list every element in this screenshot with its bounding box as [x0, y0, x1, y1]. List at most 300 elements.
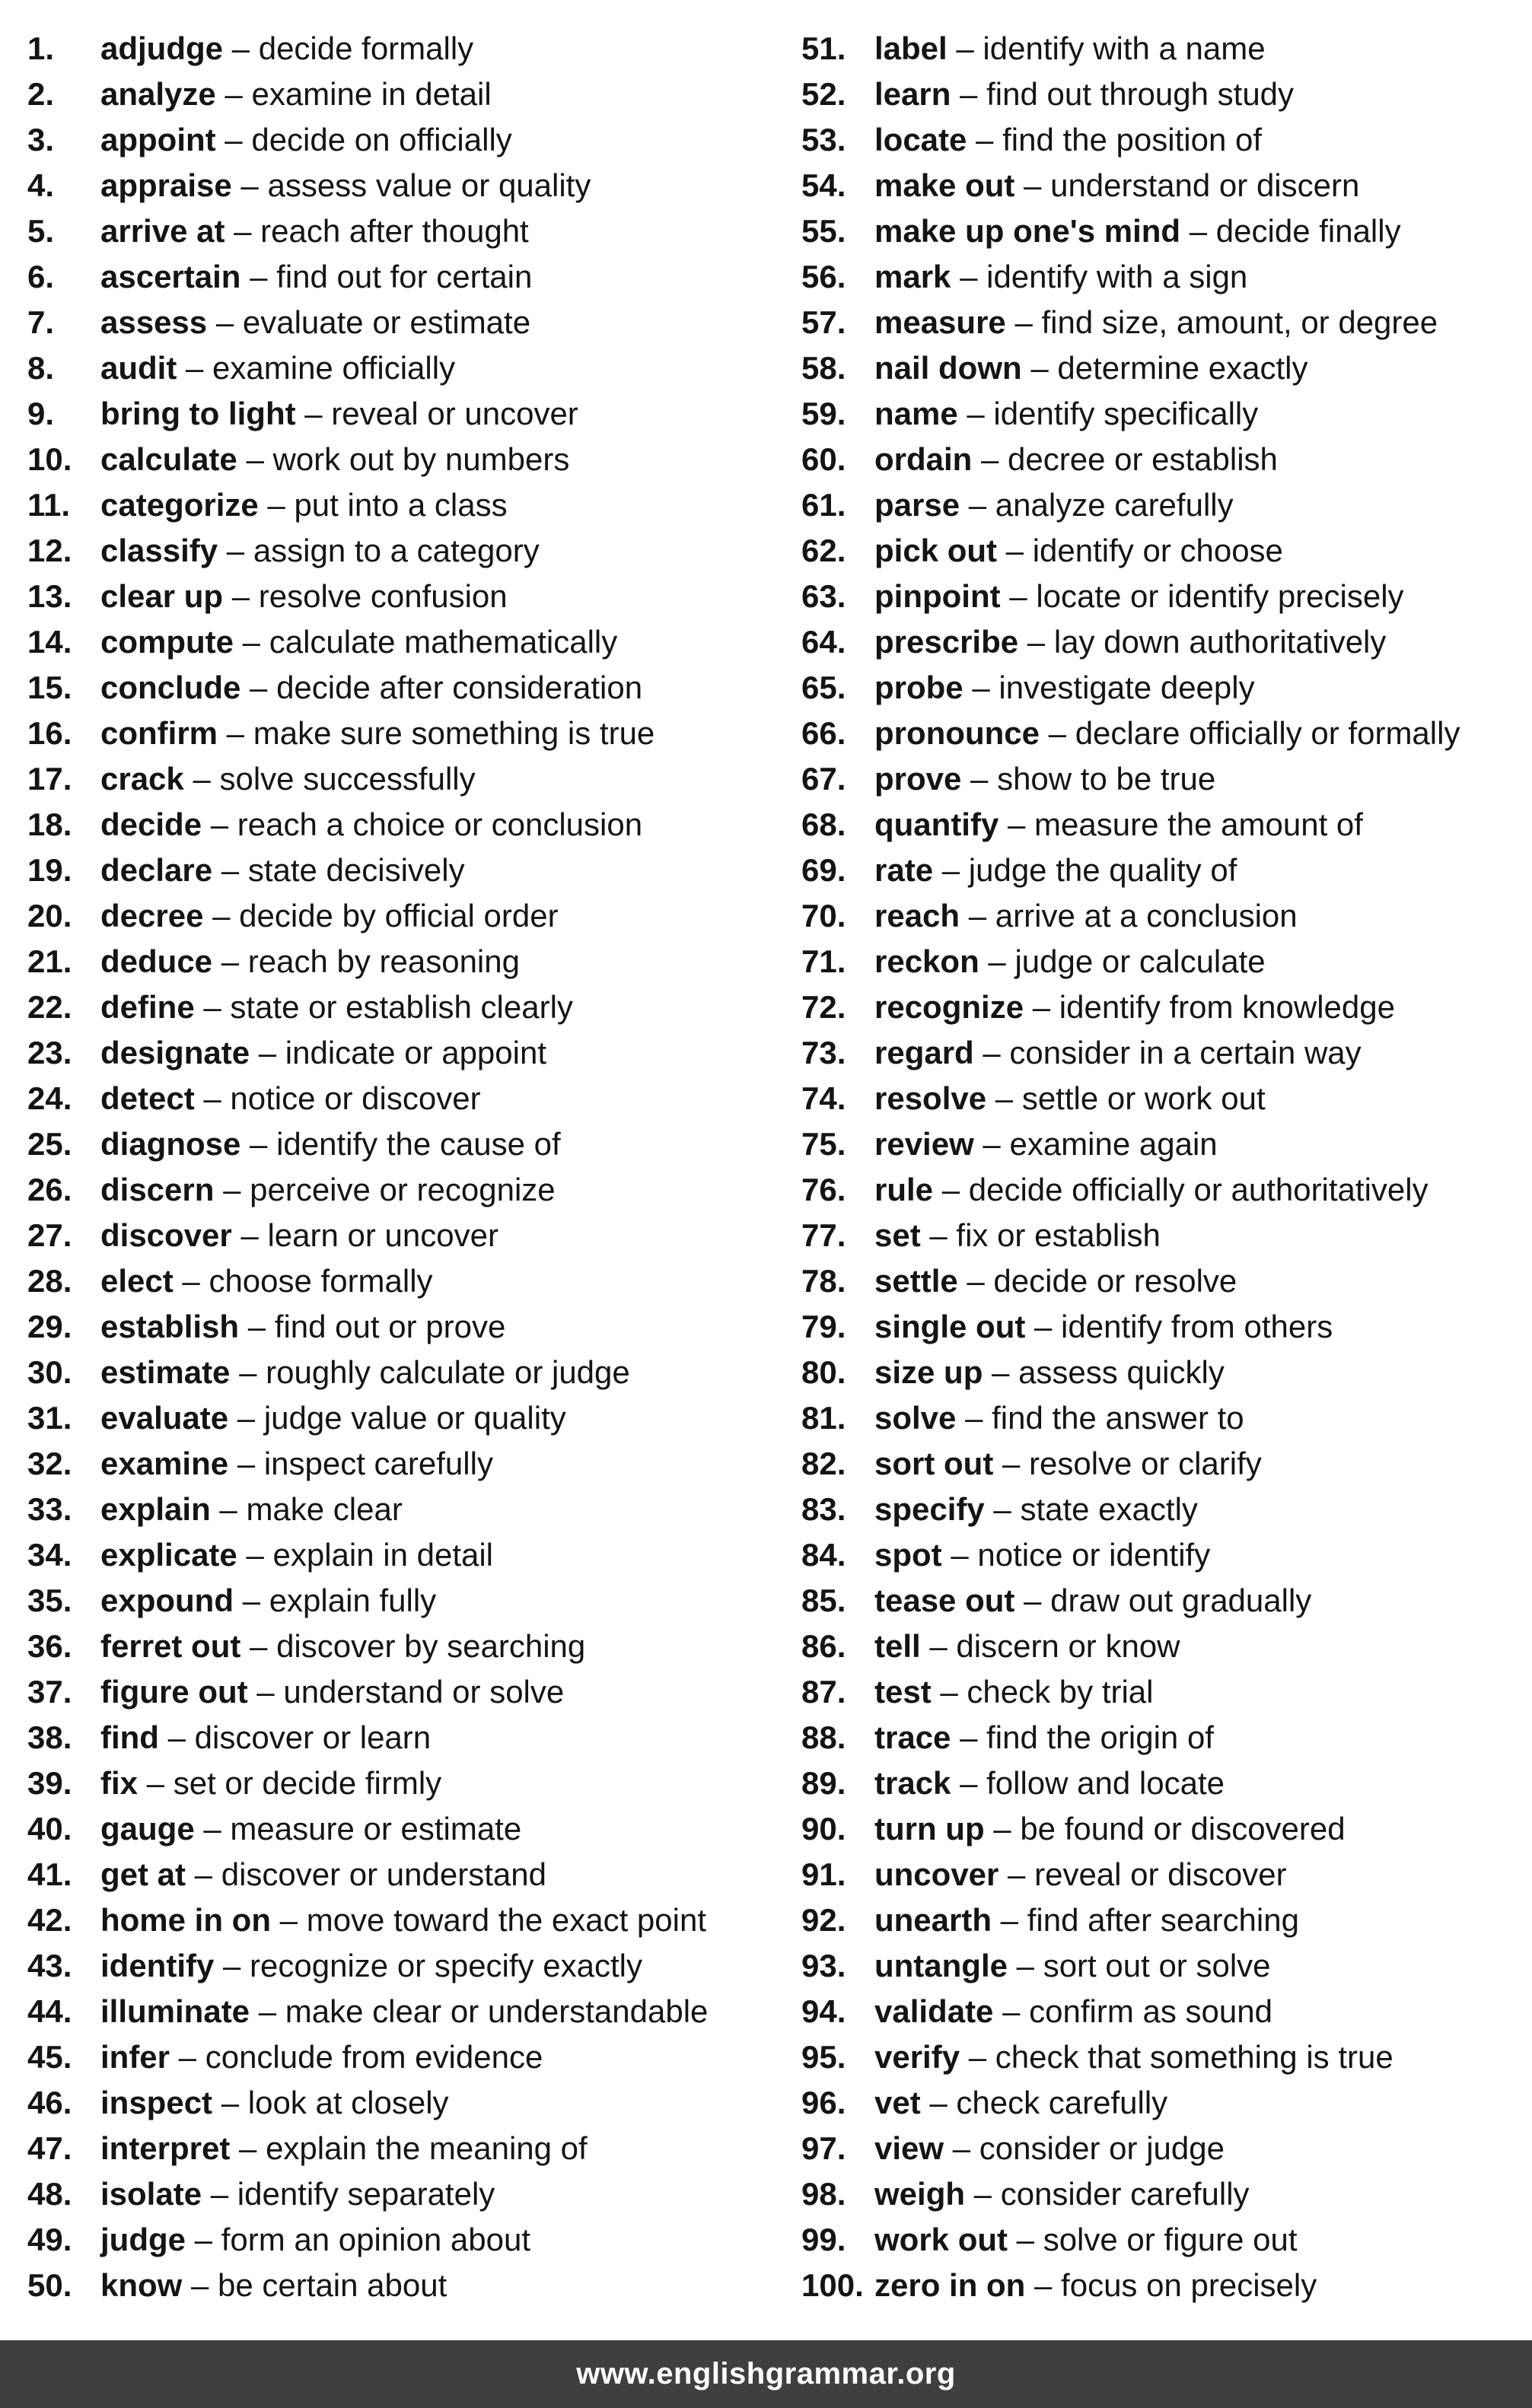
item-term: make up one's mind: [874, 213, 1181, 249]
item-text: [874, 1258, 1237, 1304]
item-definition: understand or solve: [283, 1674, 565, 1710]
item-number: 48.: [27, 2176, 72, 2212]
list-item: [27, 893, 758, 939]
item-text: [874, 1761, 1225, 1806]
item-definition: make clear: [246, 1491, 403, 1527]
item-separator: –: [203, 898, 240, 934]
item-text: [874, 1487, 1198, 1532]
item-term: specify: [874, 1491, 985, 1527]
list-item: [27, 1897, 758, 1943]
item-definition: explain fully: [269, 1583, 437, 1618]
item-term: inspect: [100, 2085, 213, 2120]
item-text: [874, 1715, 1214, 1761]
item-term: estimate: [100, 1354, 231, 1390]
item-text: [100, 574, 508, 619]
item-term: validate: [874, 1993, 994, 2029]
item-term: size up: [874, 1354, 983, 1390]
list-item: [27, 437, 758, 482]
item-separator: –: [177, 350, 213, 386]
item-separator: –: [234, 1583, 269, 1618]
item-number: 78.: [801, 1263, 846, 1299]
item-number: 61.: [801, 487, 846, 523]
item-text: [874, 117, 1262, 163]
item-separator: –: [214, 1948, 250, 1983]
item-text: [874, 1121, 1218, 1167]
item-term: prescribe: [874, 624, 1019, 660]
item-definition: understand or discern: [1050, 167, 1360, 203]
list-item: [801, 1441, 1524, 1487]
item-term: verify: [874, 2039, 960, 2075]
list-item: [801, 528, 1524, 574]
item-number: 49.: [27, 2222, 72, 2257]
item-text: [100, 1989, 708, 2034]
item-separator: –: [212, 2085, 248, 2120]
item-definition: notice or identify: [977, 1537, 1211, 1573]
item-definition: follow and locate: [986, 1765, 1225, 1801]
item-text: [874, 1897, 1299, 1943]
item-definition: reach by reasoning: [247, 943, 520, 979]
item-definition: resolve or clarify: [1029, 1446, 1262, 1481]
list-item: [27, 1852, 758, 1897]
item-text: [874, 208, 1401, 254]
item-definition: decree or establish: [1008, 441, 1278, 477]
item-number: 88.: [801, 1719, 846, 1755]
item-number: 67.: [801, 761, 846, 797]
item-number: 92.: [801, 1902, 846, 1938]
item-separator: –: [947, 30, 983, 66]
item-definition: indicate or appoint: [285, 1035, 547, 1070]
item-text: [100, 1030, 546, 1076]
item-separator: –: [1021, 350, 1058, 386]
item-text: [100, 1121, 561, 1167]
item-term: unearth: [874, 1902, 992, 1938]
item-number: 95.: [801, 2039, 846, 2075]
item-term: detect: [100, 1080, 195, 1116]
item-text: [100, 163, 591, 208]
item-definition: reach a choice or conclusion: [237, 806, 643, 842]
item-text: [100, 2126, 588, 2171]
item-number: 2.: [27, 76, 55, 112]
item-separator: –: [212, 943, 248, 979]
item-separator: –: [986, 1080, 1022, 1116]
item-definition: judge value or quality: [263, 1400, 566, 1436]
item-number: 20.: [27, 898, 72, 934]
item-term: single out: [874, 1309, 1026, 1344]
item-term: recognize: [874, 989, 1024, 1025]
item-number: 74.: [801, 1080, 846, 1116]
item-definition: find the origin of: [986, 1719, 1214, 1755]
item-separator: –: [183, 761, 220, 797]
item-separator: –: [194, 989, 231, 1025]
item-term: prove: [874, 761, 962, 797]
item-definition: assign to a category: [253, 533, 540, 568]
item-number: 65.: [801, 670, 846, 705]
item-text: [874, 26, 1266, 72]
item-definition: determine exactly: [1057, 350, 1308, 386]
item-definition: form an opinion about: [221, 2222, 530, 2257]
list-item: [27, 1258, 758, 1304]
item-term: tell: [874, 1628, 921, 1664]
item-number: 15.: [27, 670, 72, 705]
item-text: [100, 345, 455, 391]
item-text: [874, 848, 1237, 893]
item-number: 82.: [801, 1446, 846, 1481]
item-text: [874, 1806, 1346, 1852]
item-definition: check by trial: [967, 1674, 1154, 1710]
item-text: [874, 528, 1283, 574]
item-text: [874, 711, 1460, 756]
list-item: [27, 1213, 758, 1258]
item-definition: show to be true: [997, 761, 1216, 797]
item-separator: –: [240, 670, 277, 705]
item-separator: –: [1040, 715, 1075, 751]
item-term: untangle: [874, 1948, 1008, 1983]
item-number: 45.: [27, 2039, 72, 2075]
item-separator: –: [182, 2267, 218, 2303]
item-term: adjudge: [100, 30, 224, 66]
item-term: view: [874, 2130, 944, 2166]
list-item: [27, 802, 758, 848]
item-separator: –: [231, 1217, 268, 1253]
item-number: 7.: [27, 304, 55, 340]
list-item: [801, 893, 1524, 939]
list-item: [27, 985, 758, 1030]
item-text: [874, 802, 1363, 848]
item-definition: state or establish clearly: [230, 989, 573, 1025]
list-item: [27, 26, 758, 72]
list-item: [801, 2080, 1524, 2126]
item-text: [100, 665, 642, 711]
item-separator: –: [230, 1354, 266, 1390]
item-separator: –: [973, 1126, 1010, 1162]
list-item: [27, 2080, 758, 2126]
item-term: appraise: [100, 167, 232, 203]
item-text: [874, 1989, 1272, 2034]
item-term: examine: [100, 1446, 229, 1481]
item-separator: –: [202, 806, 237, 842]
item-separator: –: [247, 1674, 284, 1710]
item-number: 64.: [801, 624, 846, 660]
item-separator: –: [957, 1263, 994, 1299]
item-definition: decide formally: [258, 30, 474, 66]
item-definition: reach after thought: [260, 213, 529, 249]
item-text: [100, 1258, 433, 1304]
list-item: [801, 1715, 1524, 1761]
item-term: tease out: [874, 1583, 1015, 1618]
list-item: [27, 1076, 758, 1121]
item-term: make out: [874, 167, 1015, 203]
item-number: 9.: [27, 396, 55, 431]
list-item: [801, 985, 1524, 1030]
item-number: 32.: [27, 1446, 72, 1481]
list-item: [27, 1669, 758, 1715]
list-item: [27, 711, 758, 756]
word-list-column-left: [27, 26, 758, 2308]
item-separator: –: [941, 1537, 978, 1573]
item-separator: –: [999, 1856, 1035, 1892]
item-number: 77.: [801, 1217, 846, 1253]
item-separator: –: [170, 2039, 205, 2075]
item-separator: –: [230, 2130, 266, 2166]
item-separator: –: [933, 852, 969, 888]
item-separator: –: [240, 1628, 277, 1664]
item-text: [874, 300, 1438, 345]
item-separator: –: [1014, 167, 1051, 203]
list-item: [801, 1167, 1524, 1213]
item-term: work out: [874, 2222, 1008, 2257]
item-definition: conclude from evidence: [205, 2039, 543, 2075]
list-item: [27, 1578, 758, 1624]
item-number: 100.: [801, 2267, 864, 2303]
item-term: rate: [874, 852, 934, 888]
item-definition: reveal or uncover: [331, 396, 578, 431]
item-term: reckon: [874, 943, 979, 979]
item-number: 5.: [27, 213, 55, 249]
list-item: [801, 1806, 1524, 1852]
item-number: 59.: [801, 396, 846, 431]
list-item: [801, 72, 1524, 117]
item-definition: calculate mathematically: [269, 624, 618, 660]
list-item: [27, 1989, 758, 2034]
item-number: 58.: [801, 350, 846, 386]
item-text: [874, 1624, 1180, 1669]
item-text: [100, 939, 520, 985]
list-item: [27, 1532, 758, 1578]
item-separator: –: [972, 441, 1008, 477]
item-term: spot: [874, 1537, 942, 1573]
item-text: [100, 1167, 556, 1213]
list-item: [27, 1441, 758, 1487]
list-item: [27, 208, 758, 254]
item-number: 24.: [27, 1080, 72, 1116]
item-text: [874, 893, 1298, 939]
item-number: 16.: [27, 715, 72, 751]
item-term: home in on: [100, 1902, 271, 1938]
item-number: 27.: [27, 1217, 72, 1253]
item-number: 87.: [801, 1674, 846, 1710]
list-item: [27, 2126, 758, 2171]
item-definition: identify with a sign: [986, 259, 1248, 294]
item-term: infer: [100, 2039, 170, 2075]
item-definition: perceive or recognize: [250, 1172, 556, 1207]
list-item: [801, 437, 1524, 482]
item-separator: –: [223, 30, 259, 66]
list-item: [801, 2217, 1524, 2263]
item-text: [100, 1624, 585, 1669]
list-item: [801, 802, 1524, 848]
item-text: [100, 437, 569, 482]
item-number: 52.: [801, 76, 846, 112]
item-separator: –: [1018, 624, 1054, 660]
item-term: weigh: [874, 2176, 966, 2212]
item-number: 18.: [27, 806, 72, 842]
item-separator: –: [1008, 2222, 1043, 2257]
item-definition: notice or discover: [230, 1080, 481, 1116]
item-text: [874, 1030, 1362, 1076]
item-definition: identify or choose: [1032, 533, 1283, 568]
list-item: [801, 1121, 1524, 1167]
item-definition: solve successfully: [219, 761, 476, 797]
item-text: [874, 1213, 1161, 1258]
item-text: [100, 1532, 493, 1578]
item-text: [100, 117, 512, 163]
list-item: [27, 1395, 758, 1441]
item-definition: arrive at a conclusion: [995, 898, 1298, 934]
item-number: 35.: [27, 1583, 72, 1618]
list-item: [27, 1167, 758, 1213]
item-definition: identify from others: [1061, 1309, 1333, 1344]
item-text: [874, 1076, 1266, 1121]
item-text: [100, 893, 559, 939]
list-item: [27, 1350, 758, 1395]
item-text: [100, 208, 529, 254]
item-text: [100, 2080, 449, 2126]
list-item: [27, 1304, 758, 1350]
item-number: 68.: [801, 806, 846, 842]
item-definition: check carefully: [956, 2085, 1168, 2120]
item-text: [874, 665, 1255, 711]
item-definition: set or decide firmly: [173, 1765, 442, 1801]
item-number: 29.: [27, 1309, 72, 1344]
item-number: 80.: [801, 1354, 846, 1390]
item-definition: put into a class: [294, 487, 508, 523]
item-number: 39.: [27, 1765, 72, 1801]
item-separator: –: [963, 670, 999, 705]
item-term: mark: [874, 259, 951, 294]
item-definition: find after searching: [1027, 1902, 1299, 1938]
item-term: audit: [100, 350, 177, 386]
item-number: 89.: [801, 1765, 846, 1801]
item-number: 51.: [801, 30, 846, 66]
item-definition: identify from knowledge: [1059, 989, 1395, 1025]
item-separator: –: [984, 1811, 1021, 1847]
item-number: 72.: [801, 989, 846, 1025]
item-term: conclude: [100, 670, 241, 705]
item-definition: settle or work out: [1021, 1080, 1266, 1116]
list-item: [801, 1989, 1524, 2034]
list-item: [27, 619, 758, 665]
item-term: learn: [874, 76, 951, 112]
item-definition: sort out or solve: [1043, 1948, 1271, 1983]
item-text: [874, 619, 1386, 665]
item-separator: –: [951, 1719, 987, 1755]
item-number: 75.: [801, 1126, 846, 1162]
list-item: [801, 1076, 1524, 1121]
item-definition: make clear or understandable: [285, 1993, 709, 2029]
item-text: [874, 437, 1278, 482]
item-term: label: [874, 30, 948, 66]
item-definition: declare officially or formally: [1075, 715, 1460, 751]
item-definition: solve or figure out: [1043, 2222, 1298, 2257]
item-separator: –: [271, 1902, 307, 1938]
item-term: appoint: [100, 122, 216, 157]
item-separator: –: [239, 1309, 275, 1344]
item-term: establish: [100, 1309, 240, 1344]
item-definition: inspect carefully: [263, 1446, 493, 1481]
item-term: get at: [100, 1856, 186, 1892]
list-item: [27, 1806, 758, 1852]
list-item: [801, 1943, 1524, 1989]
item-definition: judge the quality of: [968, 852, 1237, 888]
item-text: [874, 2034, 1393, 2080]
item-number: 25.: [27, 1126, 72, 1162]
item-term: diagnose: [100, 1126, 241, 1162]
item-number: 44.: [27, 1993, 72, 2029]
item-separator: –: [237, 1537, 273, 1573]
item-term: declare: [100, 852, 213, 888]
list-item: [801, 2263, 1524, 2308]
word-list-column-right: [801, 26, 1524, 2308]
list-item: [27, 300, 758, 345]
item-number: 63.: [801, 578, 846, 614]
item-definition: identify specifically: [993, 396, 1259, 431]
item-number: 12.: [27, 533, 72, 568]
item-term: illuminate: [100, 1993, 250, 2029]
item-separator: –: [1008, 1948, 1043, 1983]
item-text: [100, 802, 642, 848]
item-number: 13.: [27, 578, 72, 614]
item-text: [874, 482, 1234, 528]
item-definition: evaluate or estimate: [242, 304, 531, 340]
item-separator: –: [951, 259, 987, 294]
item-term: explicate: [100, 1537, 237, 1573]
footer-website-link[interactable]: www.englishgrammar.org: [576, 2357, 956, 2391]
item-definition: decide finally: [1215, 213, 1401, 249]
item-text: [100, 1669, 564, 1715]
item-text: [100, 72, 492, 117]
item-term: probe: [874, 670, 963, 705]
item-number: 3.: [27, 122, 55, 157]
item-definition: confirm as sound: [1029, 1993, 1272, 2029]
item-text: [874, 1532, 1210, 1578]
item-term: arrive at: [100, 213, 225, 249]
item-number: 56.: [801, 259, 846, 294]
item-term: set: [874, 1217, 921, 1253]
item-separator: –: [956, 1400, 992, 1436]
item-text: [874, 2080, 1167, 2126]
item-separator: –: [944, 2130, 979, 2166]
item-text: [874, 72, 1294, 117]
item-definition: examine officially: [212, 350, 456, 386]
item-number: 38.: [27, 1719, 72, 1755]
item-term: analyze: [100, 76, 216, 112]
item-definition: judge or calculate: [1014, 943, 1266, 979]
list-item: [27, 391, 758, 437]
item-term: designate: [100, 1035, 250, 1070]
item-text: [100, 985, 573, 1030]
item-definition: explain in detail: [272, 1537, 494, 1573]
item-separator: –: [933, 1172, 969, 1207]
item-definition: consider or judge: [979, 2130, 1225, 2166]
item-separator: –: [1180, 213, 1216, 249]
item-separator: –: [214, 1172, 250, 1207]
item-term: ascertain: [100, 259, 241, 294]
item-definition: measure or estimate: [230, 1811, 522, 1847]
item-definition: make sure something is true: [253, 715, 655, 751]
item-definition: decide or resolve: [993, 1263, 1237, 1299]
item-number: 4.: [27, 167, 55, 203]
item-number: 37.: [27, 1674, 72, 1710]
list-item: [27, 1943, 758, 1989]
item-text: [100, 1761, 441, 1806]
item-number: 46.: [27, 2085, 72, 2120]
item-number: 36.: [27, 1628, 72, 1664]
item-definition: decide by official order: [239, 898, 559, 934]
item-number: 90.: [801, 1811, 846, 1847]
item-text: [874, 2217, 1298, 2263]
item-definition: be certain about: [218, 2267, 447, 2303]
item-text: [874, 2171, 1250, 2217]
